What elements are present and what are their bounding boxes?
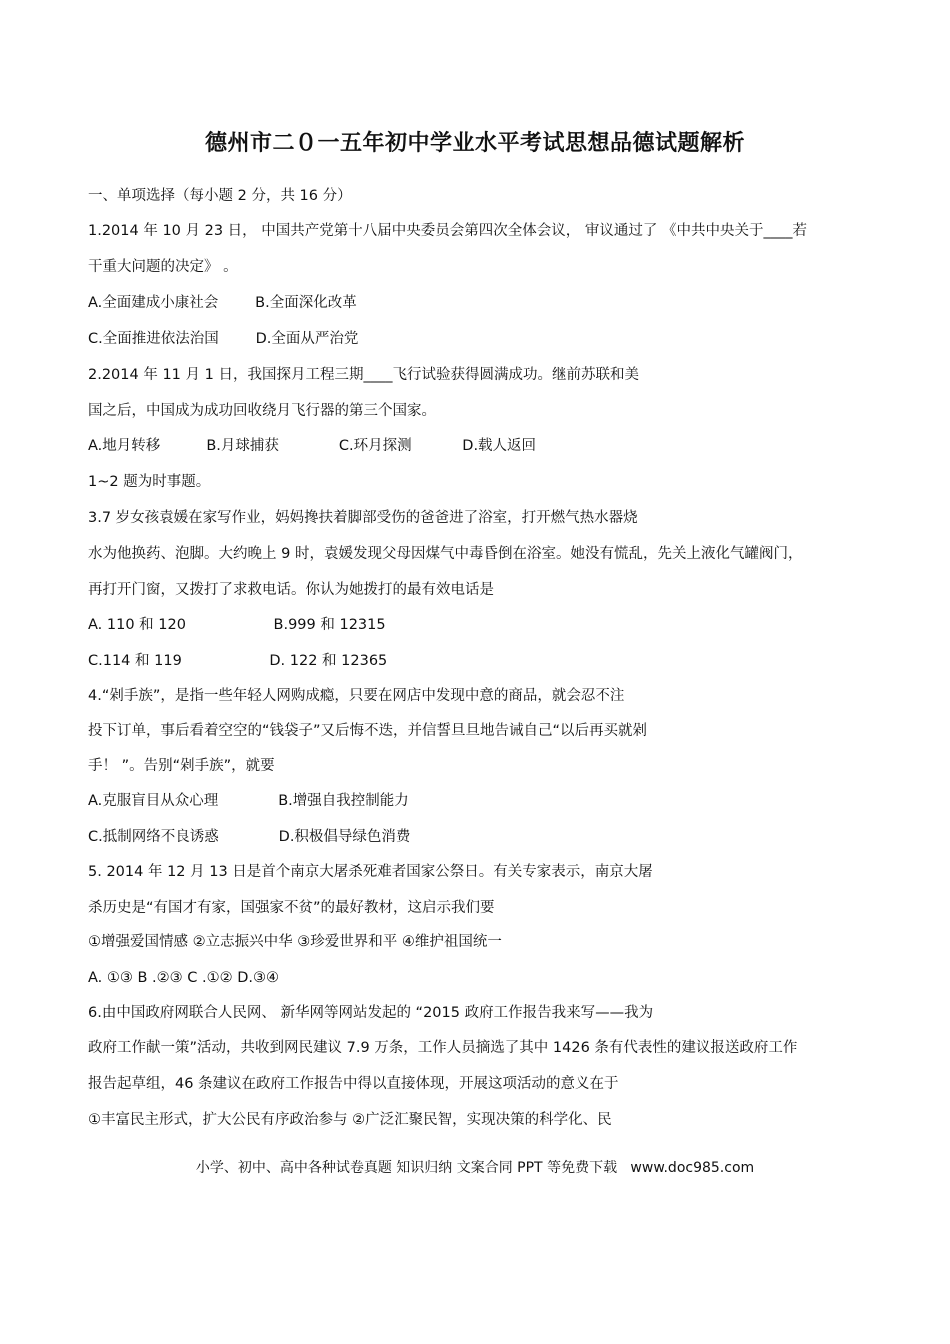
option-line: C.抵制网络不良诱惑 D.积极倡导绿色消费 bbox=[88, 829, 411, 845]
text-line: 4.“剁手族”，是指一些年轻人网购成瘾，只要在网店中发现中意的商品，就会忍不注 bbox=[88, 688, 625, 704]
text-line: 干重大问题的决定》 。 bbox=[88, 259, 238, 275]
text-line: 1.2014 年 10 月 23 日， 中国共产党第十八届中央委员会第四次全体会议， 审议通过了 《中共中央关于____若 bbox=[88, 223, 808, 239]
text-line: 手！ ”。告别“剁手族”，就要 bbox=[88, 758, 275, 774]
text-line: 报告起草组，46 条建议在政府工作报告中得以直接体现，开展这项活动的意义在于 bbox=[88, 1076, 619, 1092]
option-line: A.克服盲目从众心理 B.增强自我控制能力 bbox=[88, 793, 409, 809]
option-line: A. 110 和 120 B.999 和 12315 bbox=[88, 617, 386, 633]
option-line: A.全面建成小康社会 B.全面深化改革 bbox=[88, 295, 357, 311]
text-line: 国之后，中国成为成功回收绕月飞行器的第三个国家。 bbox=[88, 403, 436, 419]
text-line: 政府工作献一策”活动，共收到网民建议 7.9 万条，工作人员摘选了其中 1426 条有代表性的建议报送政府工作 bbox=[88, 1040, 798, 1056]
text-line: 水为他换药、泡脚。大约晚上 9 时，袁媛发现父母因煤气中毒昏倒在浴室。她没有慌乱，先关上液化气罐阀门， bbox=[88, 546, 803, 562]
text-line: ①丰富民主形式，扩大公民有序政治参与 ②广泛汇聚民智，实现决策的科学化、民 bbox=[88, 1112, 612, 1128]
text-line: 投下订单，事后看着空空的“钱袋子”又后悔不迭，并信誓旦旦地告诫自己“以后再买就剁 bbox=[88, 723, 648, 739]
section-heading: 一、单项选择（每小题 2 分，共 16 分） bbox=[88, 188, 352, 204]
text-line: 再打开门窗，又拨打了求救电话。你认为她拨打的最有效电话是 bbox=[88, 582, 494, 598]
footer-note: 小学、初中、高中各种试卷真题 知识归纳 文案合同 PPT 等免费下载 www.doc985.com bbox=[195, 1160, 755, 1176]
text-line: 杀历史是“有国才有家，国强家不贫”的最好教材，这启示我们要 bbox=[88, 900, 495, 916]
option-line: A.地月转移 B.月球捕获 C.环月探测 D.载人返回 bbox=[88, 438, 537, 454]
page-title: 德州市二０一五年初中学业水平考试思想品德试题解析 bbox=[204, 131, 745, 156]
text-line: 2.2014 年 11 月 1 日，我国探月工程三期____飞行试验获得圆满成功。继前苏联和美 bbox=[88, 367, 639, 383]
text-line: 3.7 岁女孩袁媛在家写作业，妈妈搀扶着脚部受伤的爸爸进了浴室，打开燃气热水器烧 bbox=[88, 510, 638, 526]
text-line: 5. 2014 年 12 月 13 日是首个南京大屠杀死难者国家公祭日。有关专家表示，南京大屠 bbox=[88, 864, 653, 880]
option-line: C.全面推进依法治国 D.全面从严治党 bbox=[88, 331, 359, 347]
option-line: A. ①③ B .②③ C .①② D.③④ bbox=[88, 970, 279, 986]
option-line: C.114 和 119 D. 122 和 12365 bbox=[88, 653, 388, 669]
text-line: 1~2 题为时事题。 bbox=[88, 474, 211, 490]
text-line: ①增强爱国情感 ②立志振兴中华 ③珍爱世界和平 ④维护祖国统一 bbox=[88, 934, 502, 950]
text-line: 6.由中国政府网联合人民网、 新华网等网站发起的 “2015 政府工作报告我来写——我为 bbox=[88, 1005, 654, 1021]
